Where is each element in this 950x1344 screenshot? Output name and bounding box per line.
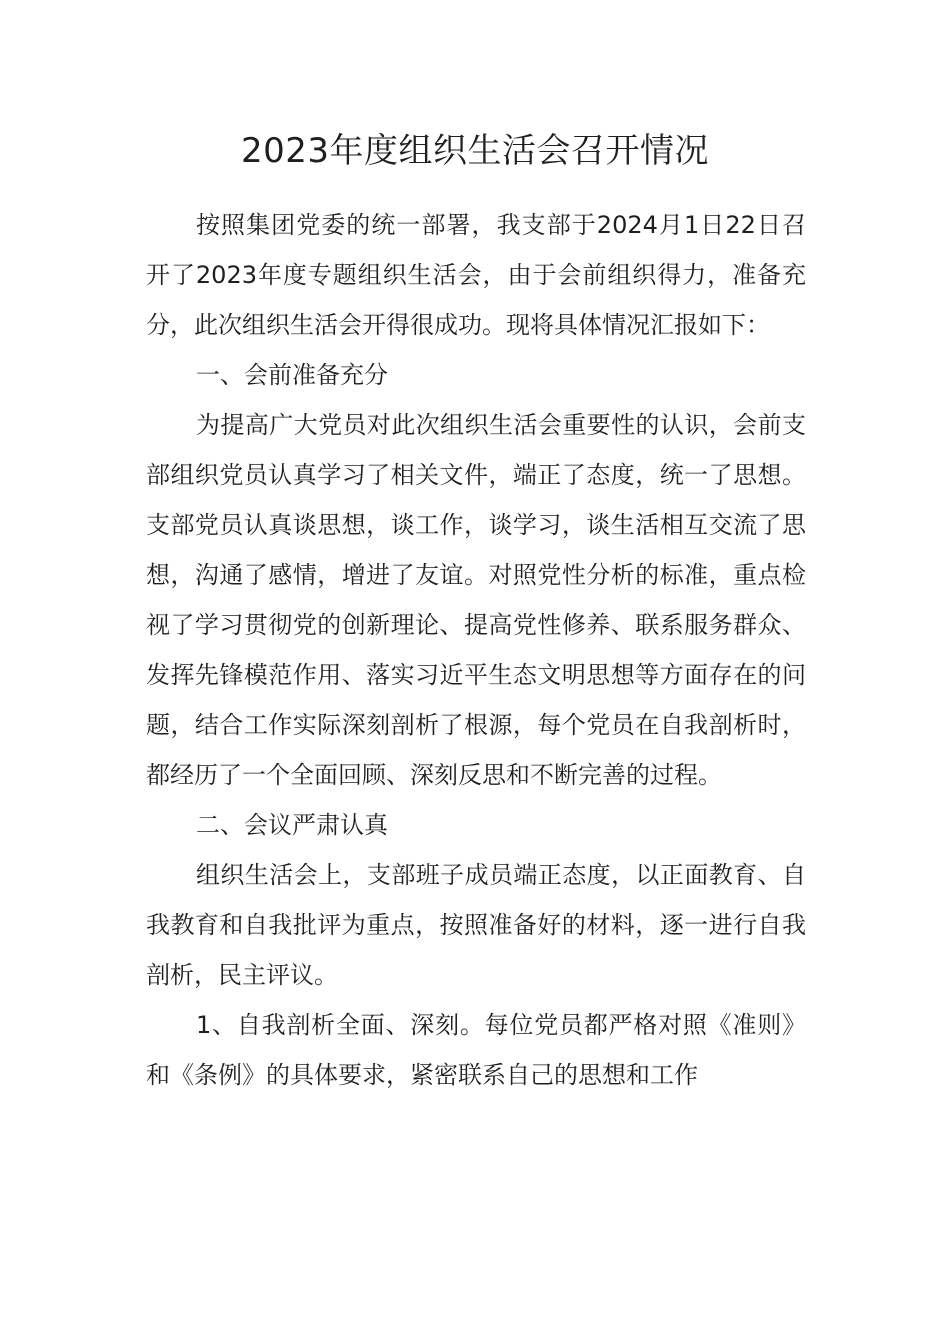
document-body [146, 200, 806, 1100]
section-heading-1: 一、会前准备充分 [196, 361, 388, 389]
section-1-paragraph: 为提高广大党员对此次组织生活会重要性的认识，会前支部组织党员认真学习了相关文件，端正了态度，统一了思想。支部党员认真谈思想，谈工作，谈学习，谈生活相互交流了思想，沟通了感情，增进了友谊。对照党性分析的标准，重点检视了学习贯彻党的创新理论、提高党性修养、联系服务群众、发挥先锋模范作用、落实习近平生态文明思想等方面存在的问题，结合工作实际深刻剖析了根源，每个党员在自我剖析时，都经历了一个全面回顾、深刻反思和不断完善的过程。 [146, 411, 806, 789]
subsection-1-paragraph: 1、自我剖析全面、深刻。每位党员都严格对照《准则》和《条例》的具体要求，紧密联系自己的思想和工作 [146, 1011, 806, 1089]
intro-paragraph: 按照集团党委的统一部署，我支部于2024月1日22日召开了2023年度专题组织生活会，由于会前组织得力，准备充分，此次组织生活会开得很成功。现将具体情况汇报如下： [146, 211, 806, 339]
section-heading-2: 二、会议严肃认真 [196, 811, 388, 839]
section-2-paragraph: 组织生活会上，支部班子成员端正态度，以正面教育、自我教育和自我批评为重点，按照准备好的材料，逐一进行自我剖析，民主评议。 [146, 861, 806, 989]
document-title: 2023年度组织生活会召开情况 [240, 131, 710, 171]
